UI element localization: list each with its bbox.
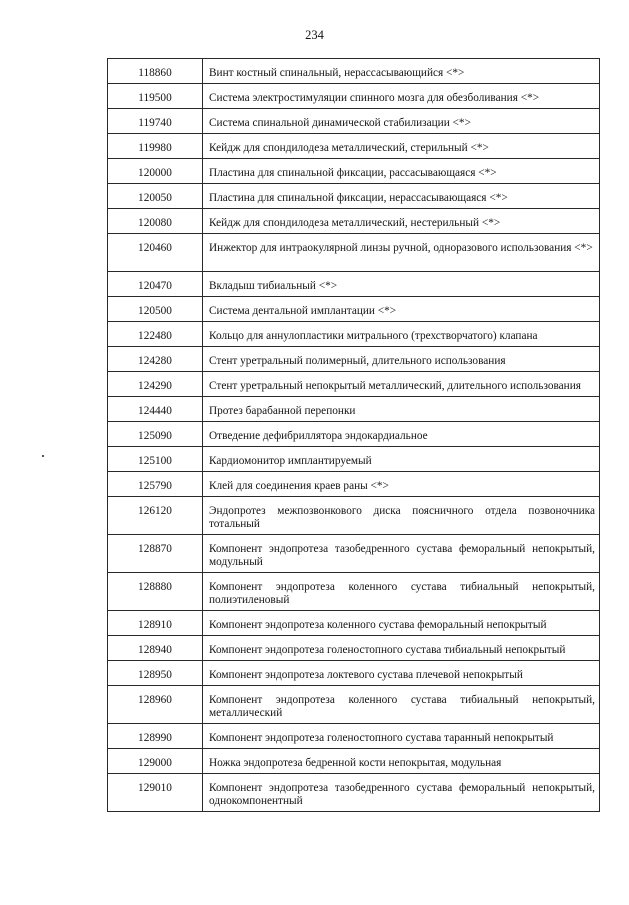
row-name: Пластина для спинальной фиксации, рассасывающаяся <*> bbox=[203, 159, 600, 184]
table-row bbox=[108, 636, 600, 661]
row-name: Компонент эндопротеза голеностопного сустава таранный непокрытый bbox=[203, 724, 600, 749]
row-name: Вкладыш тибиальный <*> bbox=[203, 272, 600, 297]
table-row bbox=[108, 535, 600, 573]
row-name: Кольцо для аннулопластики митрального (трехстворчатого) клапана bbox=[203, 322, 600, 347]
row-code: 124280 bbox=[108, 347, 203, 372]
row-name: Система дентальной имплантации <*> bbox=[203, 297, 600, 322]
table-row bbox=[108, 573, 600, 611]
row-code: 119740 bbox=[108, 109, 203, 134]
row-code: 122480 bbox=[108, 322, 203, 347]
row-name: Винт костный спинальный, нерассасывающийся <*> bbox=[203, 59, 600, 84]
table-row bbox=[108, 134, 600, 159]
row-code: 124290 bbox=[108, 372, 203, 397]
row-code: 119980 bbox=[108, 134, 203, 159]
row-code: 125100 bbox=[108, 447, 203, 472]
row-name: Эндопротез межпозвонкового диска поясничного отдела позвоночника тотальный bbox=[203, 497, 600, 535]
row-code: 128910 bbox=[108, 611, 203, 636]
table-row bbox=[108, 59, 600, 84]
row-code: 125790 bbox=[108, 472, 203, 497]
row-code: 128950 bbox=[108, 661, 203, 686]
table-row bbox=[108, 774, 600, 812]
row-code: 129010 bbox=[108, 774, 203, 812]
row-code: 126120 bbox=[108, 497, 203, 535]
row-code: 120470 bbox=[108, 272, 203, 297]
row-name: Инжектор для интраокулярной линзы ручной, одноразового использования <*> bbox=[203, 234, 600, 272]
row-code: 125090 bbox=[108, 422, 203, 447]
table-row bbox=[108, 209, 600, 234]
row-code: 118860 bbox=[108, 59, 203, 84]
row-name: Компонент эндопротеза коленного сустава тибиальный непокрытый, полиэтиленовый bbox=[203, 573, 600, 611]
row-name: Клей для соединения краев раны <*> bbox=[203, 472, 600, 497]
row-code: 120000 bbox=[108, 159, 203, 184]
table-row bbox=[108, 372, 600, 397]
row-name: Кейдж для спондилодеза металлический, стерильный <*> bbox=[203, 134, 600, 159]
row-name: Кардиомонитор имплантируемый bbox=[203, 447, 600, 472]
table-body bbox=[108, 59, 600, 812]
table-row bbox=[108, 661, 600, 686]
row-code: 120050 bbox=[108, 184, 203, 209]
table-row bbox=[108, 159, 600, 184]
table-row bbox=[108, 447, 600, 472]
row-name: Кейдж для спондилодеза металлический, нестерильный <*> bbox=[203, 209, 600, 234]
table-row bbox=[108, 724, 600, 749]
table-row bbox=[108, 272, 600, 297]
row-name: Стент уретральный непокрытый металлический, длительного использования bbox=[203, 372, 600, 397]
row-code: 120080 bbox=[108, 209, 203, 234]
row-code: 124440 bbox=[108, 397, 203, 422]
device-code-table bbox=[107, 58, 600, 812]
table-row bbox=[108, 109, 600, 134]
row-code: 128990 bbox=[108, 724, 203, 749]
row-name: Стент уретральный полимерный, длительного использования bbox=[203, 347, 600, 372]
row-name: Компонент эндопротеза коленного сустава феморальный непокрытый bbox=[203, 611, 600, 636]
row-code: 128880 bbox=[108, 573, 203, 611]
row-name: Протез барабанной перепонки bbox=[203, 397, 600, 422]
page-number: 234 bbox=[305, 28, 324, 42]
row-name: Отведение дефибриллятора эндокардиальное bbox=[203, 422, 600, 447]
table-row bbox=[108, 234, 600, 272]
row-code: 119500 bbox=[108, 84, 203, 109]
row-name: Компонент эндопротеза тазобедренного сустава феморальный непокрытый, однокомпонентный bbox=[203, 774, 600, 812]
row-name: Компонент эндопротеза голеностопного сустава тибиальный непокрытый bbox=[203, 636, 600, 661]
table-row bbox=[108, 397, 600, 422]
row-name: Компонент эндопротеза коленного сустава тибиальный непокрытый, металлический bbox=[203, 686, 600, 724]
table-row bbox=[108, 497, 600, 535]
table-row bbox=[108, 84, 600, 109]
row-name: Система спинальной динамической стабилизации <*> bbox=[203, 109, 600, 134]
table-row bbox=[108, 322, 600, 347]
scan-speck bbox=[42, 455, 44, 457]
row-code: 120500 bbox=[108, 297, 203, 322]
row-name: Система электростимуляции спинного мозга для обезболивания <*> bbox=[203, 84, 600, 109]
row-code: 128960 bbox=[108, 686, 203, 724]
table-row bbox=[108, 611, 600, 636]
row-code: 128870 bbox=[108, 535, 203, 573]
row-name: Компонент эндопротеза локтевого сустава плечевой непокрытый bbox=[203, 661, 600, 686]
row-name: Ножка эндопротеза бедренной кости непокрытая, модульная bbox=[203, 749, 600, 774]
table-row bbox=[108, 472, 600, 497]
table-row bbox=[108, 749, 600, 774]
table-row bbox=[108, 686, 600, 724]
table-row bbox=[108, 184, 600, 209]
row-name: Пластина для спинальной фиксации, нерассасывающаяся <*> bbox=[203, 184, 600, 209]
table-row bbox=[108, 297, 600, 322]
table-row bbox=[108, 422, 600, 447]
row-code: 128940 bbox=[108, 636, 203, 661]
row-name: Компонент эндопротеза тазобедренного сустава феморальный непокрытый, модульный bbox=[203, 535, 600, 573]
row-code: 129000 bbox=[108, 749, 203, 774]
row-code: 120460 bbox=[108, 234, 203, 272]
table-row bbox=[108, 347, 600, 372]
device-code-table-container bbox=[107, 58, 600, 812]
